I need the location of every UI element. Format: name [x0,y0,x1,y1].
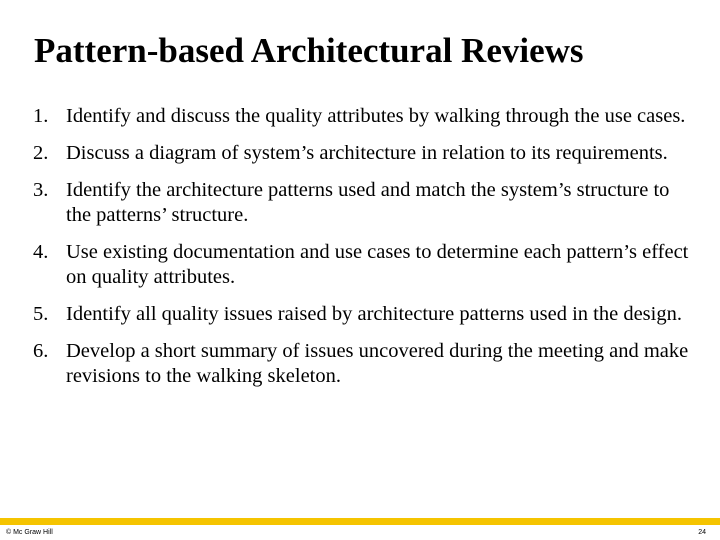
step-text: Discuss a diagram of system’s architecture in relation to its requirements. [66,142,668,164]
list-item [33,302,693,327]
list-item [33,178,693,228]
step-text: Use existing documentation and use cases to determine each pattern’s effect on quality attributes. [66,241,689,288]
step-text: Identify and discuss the quality attributes by walking through the use cases. [66,105,686,127]
review-steps-list [33,104,693,401]
list-item [33,141,693,166]
step-number: 2. [33,142,49,164]
step-number: 3. [33,179,49,201]
page-number: 24 [698,529,706,536]
list-item [33,240,693,290]
list-item [33,104,693,129]
step-number: 6. [33,340,49,362]
step-number: 1. [33,105,49,127]
footer-accent-bar [0,518,720,525]
copyright-notice: © Mc Graw Hill [6,529,53,536]
list-item [33,339,693,389]
slide-title: Pattern-based Architectural Reviews [34,31,584,70]
step-text: Develop a short summary of issues uncovered during the meeting and make revisions to the walking skeleton. [66,340,689,387]
step-number: 4. [33,241,49,263]
step-number: 5. [33,303,49,325]
step-text: Identify the architecture patterns used and match the system’s structure to the patterns’ structure. [66,179,670,226]
step-text: Identify all quality issues raised by architecture patterns used in the design. [66,303,682,325]
